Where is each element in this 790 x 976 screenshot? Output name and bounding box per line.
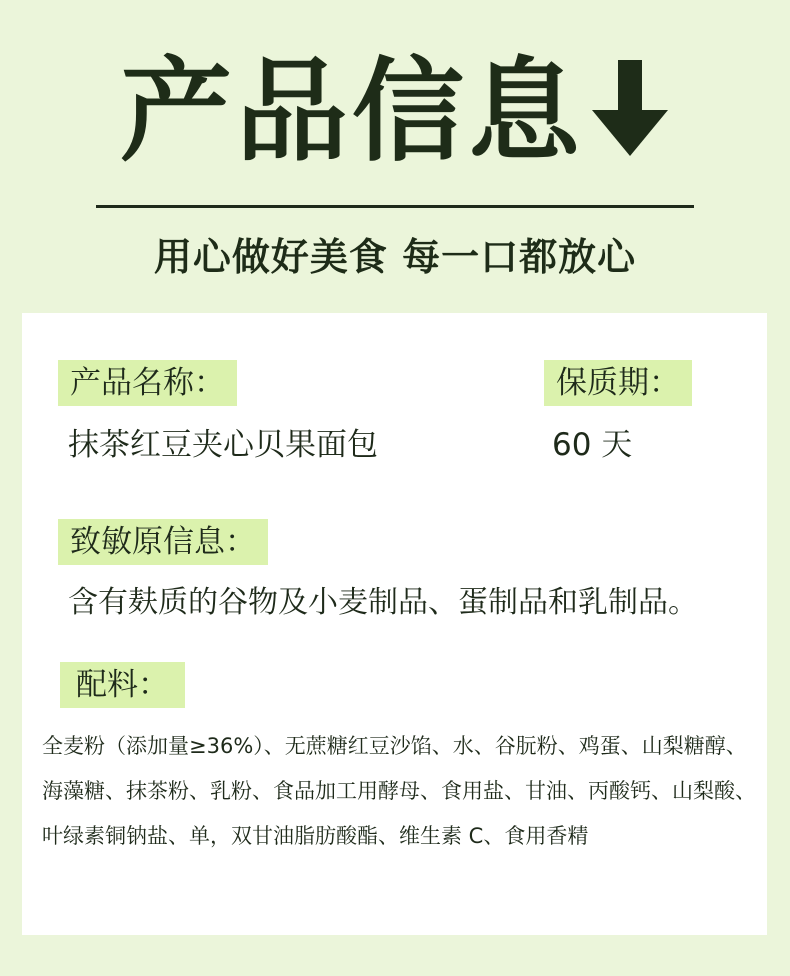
page-title bbox=[0, 48, 790, 192]
page-title-text: 产品信息 bbox=[120, 47, 584, 177]
product-name-label: 产品名称： bbox=[58, 360, 237, 406]
ingredients-value: 全麦粉（添加量≥36%）、无蔗糖红豆沙馅、水、谷朊粉、鸡蛋、山梨糖醇、海藻糖、抹茶粉、乳粉、食品加工用酵母、食用盐、甘油、丙酸钙、山梨酸、叶绿素铜钠盐、单，双甘油脂肪酸酯、维生素 C、食用香精 bbox=[42, 734, 756, 848]
slogan: 用心做好美食 每一口都放心 bbox=[153, 235, 637, 279]
shelf-life-label: 保质期： bbox=[544, 360, 692, 406]
ingredients-label: 配料： bbox=[60, 662, 185, 708]
allergen-label: 致敏原信息： bbox=[58, 519, 268, 565]
header-divider bbox=[96, 205, 694, 208]
product-name-value: 抹茶红豆夹心贝果面包 bbox=[68, 427, 378, 463]
allergen-value: 含有麸质的谷物及小麦制品、蛋制品和乳制品。 bbox=[68, 585, 698, 620]
arrow-down-icon bbox=[590, 48, 670, 192]
shelf-life-value: 60 天 bbox=[552, 427, 633, 463]
